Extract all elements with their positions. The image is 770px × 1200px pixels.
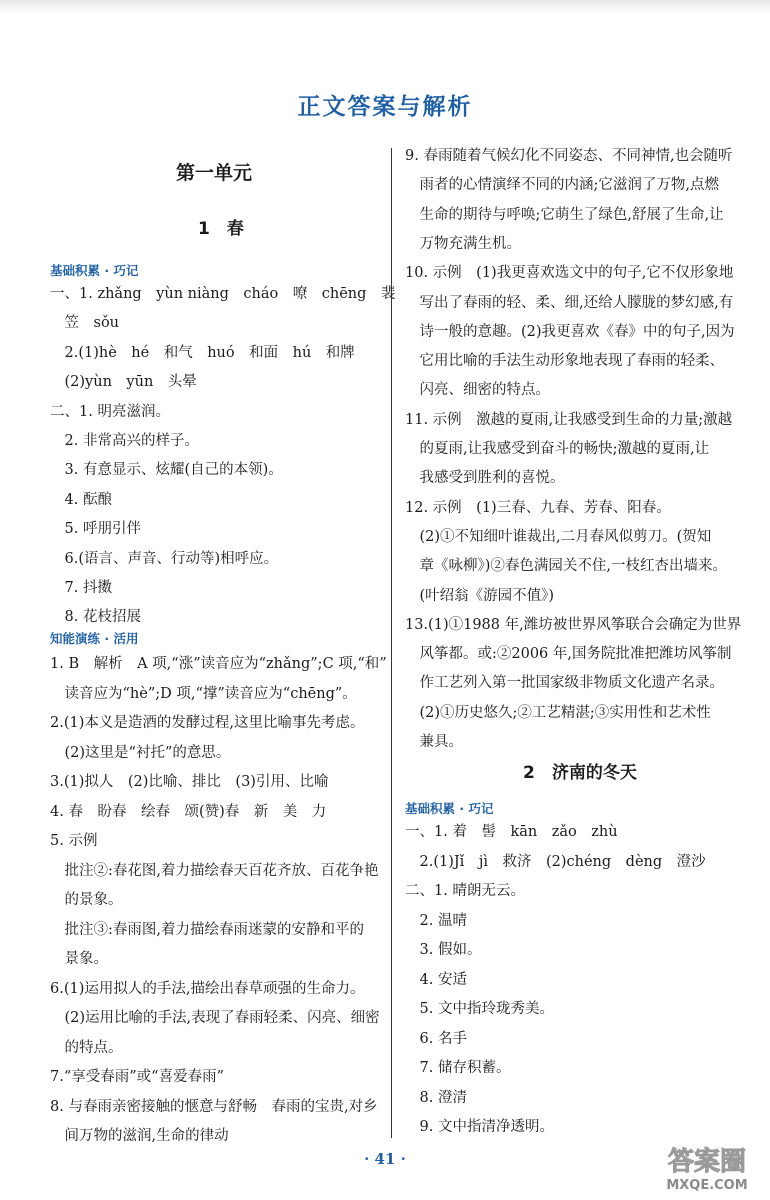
text-line: 4. 春 盼春 绘春 颂(赞)春 新 美 力 [50,803,327,820]
text-line: (2)①不知细叶谁裁出,二月春风似剪刀。(贺知 [405,528,712,545]
watermark-brand: 答案圈 [667,1147,747,1177]
top-edge-shadow [0,0,770,14]
text-line: 4. 酝酿 [50,491,112,508]
text-line: 雨者的心情演绎不同的内涵;它滋润了万物,点燃 [405,177,719,194]
text-line: 9. 春雨随着气候幻化不同姿态、不同神情,也会随听 [405,148,733,164]
text-line: 11. 示例 激越的夏雨,让我感受到生命的力量;激越 [405,411,733,428]
text-line: 7. 抖擞 [50,580,112,596]
text-line: 的景象。 [50,892,123,908]
text-line: 3. 假如。 [405,942,482,958]
text-line: 它用比喻的手法生动形象地表现了春雨的轻柔、 [405,353,724,370]
text-line: 10. 示例 (1)我更喜欢选文中的句子,它不仅形象地 [405,265,734,282]
text-line: 12. 示例 (1)三春、九春、芳春、阳春。 [405,499,671,516]
text-line: 批注②:春花图,着力描绘春天百花齐放、百花争艳 [50,862,379,879]
watermark-url: MXQE.COM [666,1178,748,1193]
text-line: 6.(语言、声音、行动等)相呼应。 [50,550,279,567]
text-line: 8. 澄清 [405,1089,467,1106]
page-number: · 41 · [364,1150,406,1168]
text-line: 一、1. 着 髻 kān zǎo zhù [405,824,618,840]
text-line: 作工艺列入第一批国家级非物质文化遗产名录。 [405,675,724,692]
text-line: 7. 储存积蓄。 [405,1060,511,1076]
text-line: (2)这里是“衬托”的意思。 [50,744,231,761]
text-line: 6.(1)运用拟人的手法,描绘出春草顽强的生命力。 [50,980,365,997]
text-line: (2)①历史悠久;②工艺精湛;③实用性和艺术性 [405,704,711,721]
text-line: 的夏雨,让我感受到奋斗的畅快;激越的夏雨,让 [405,441,710,457]
text-line: 2.(1)本义是造酒的发酵过程,这里比喻事先考虑。 [50,715,365,731]
text-line: 写出了春雨的轻、柔、细,还给人朦胧的梦幻感,有 [405,294,734,311]
text-line: 8. 与春雨亲密接触的惬意与舒畅 春雨的宝贵,对乡 [50,1098,378,1115]
text-line: 1. B 解析 A 项,“涨”读音应为“zhǎng”;C 项,“和” [50,656,387,672]
text-line: 5. 示例 [50,833,98,849]
text-line: (叶绍翁《游园不值》) [405,587,555,604]
text-line: 8. 花枝招展 [50,609,141,626]
text-line: 章《咏柳》)②春色满园关不住,一枝红杏出墙来。 [405,558,728,575]
text-line: 3. 有意显示、炫耀(自己的本领)。 [50,462,283,479]
section-heading-practice: 知能演练 · 活用 [50,631,139,646]
section-heading-basic: 基础积累 · 巧记 [50,263,139,278]
text-line: 闪亮、细密的特点。 [405,382,550,399]
text-line: 2.(1)hè hé 和气 huó 和面 hú 和牌 [50,344,355,361]
text-line: 5. 呼朋引伴 [50,521,141,538]
text-line: 间万物的滋润,生命的律动 [50,1128,229,1144]
text-line: 的特点。 [50,1039,123,1056]
watermark-logo [652,1140,762,1194]
section-heading-basic-2: 基础积累 · 巧记 [405,801,494,816]
text-line: 诗一般的意趣。(2)我更喜欢《春》中的句子,因为 [405,323,735,340]
text-line: 二、1. 明亮滋润。 [50,403,170,420]
text-line: 我感受到胜利的喜悦。 [405,470,565,487]
text-line: (2)yùn yūn 头晕 [50,374,197,391]
text-line: 9. 文中指清净透明。 [405,1119,554,1135]
text-line: 3.(1)拟人 (2)比喻、排比 (3)引用、比喻 [50,774,329,790]
text-line: 一、1. zhǎng yùn niàng cháo 嘹 chēng 裴 [50,286,396,302]
text-line: 兼具。 [405,734,463,750]
text-line: 7.“享受春雨”或“喜爱春雨” [50,1069,224,1085]
lesson2-title: 2 济南的冬天 [523,763,637,783]
text-line: 2. 非常高兴的样子。 [50,433,199,449]
text-line: 2.(1)Jǐ jì 救济 (2)chéng dèng 澄沙 [405,853,706,870]
unit-title: 第一单元 [176,162,253,184]
text-line: 13.(1)①1988 年,潍坊被世界风筝联合会确定为世界 [405,616,742,633]
text-line: 二、1. 晴朗无云。 [405,883,525,899]
text-line: 5. 文中指玲珑秀美。 [405,1001,554,1017]
text-line: 万物充满生机。 [405,235,521,252]
page-title: 正文答案与解析 [297,94,473,120]
lesson-title: 1 春 [198,219,244,239]
text-line: 笠 sǒu [50,315,120,332]
text-line: 风筝都。或:②2006 年,国务院批准把潍坊风筝制 [405,646,732,663]
text-line: 读音应为“hè”;D 项,“撑”读音应为“chēng”。 [50,685,357,702]
text-line: 批注③:春雨图,着力描绘春雨迷蒙的安静和平的 [50,921,364,938]
text-line: 4. 安适 [405,971,467,988]
text-line: 6. 名手 [405,1030,467,1047]
text-line: 生命的期待与呼唤;它萌生了绿色,舒展了生命,让 [405,206,724,223]
text-line: 2. 温晴 [405,912,467,929]
text-line: 景象。 [50,951,108,967]
text-line: (2)运用比喻的手法,表现了春雨轻柔、闪亮、细密 [50,1010,380,1026]
